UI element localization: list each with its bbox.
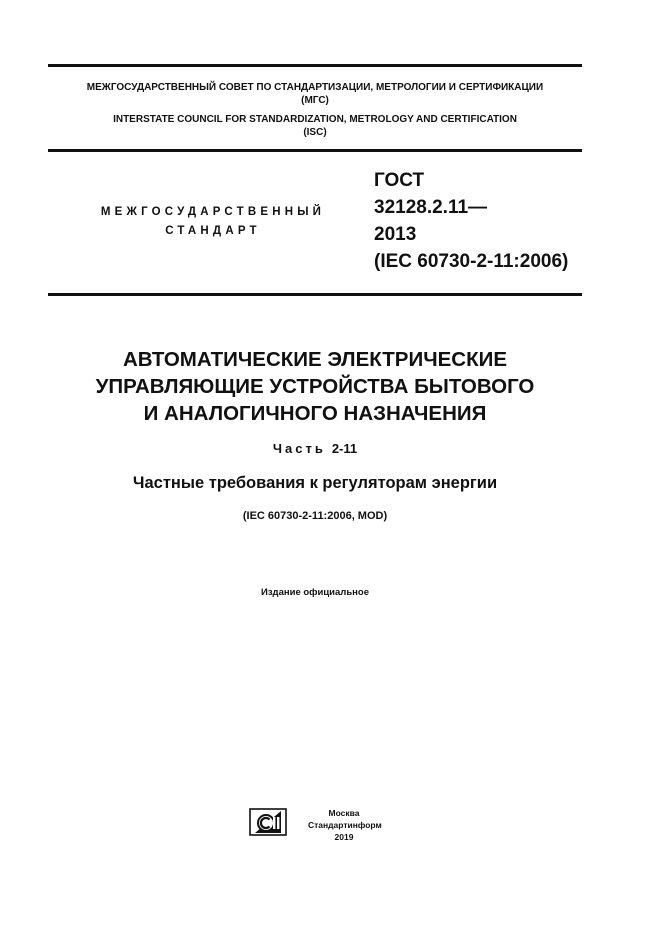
council-abbr-en: (ISC) [303,127,327,138]
iec-reference: (IEC 60730-2-11:2006, MOD) [242,510,388,522]
publisher-name: Стандартинформ [308,820,382,830]
council-name-ru [48,81,582,107]
standartinform-logo-icon [249,808,287,836]
middle-rule [48,149,582,152]
standard-type [78,203,348,241]
designation-line3: 2013 [374,224,417,245]
part-word: Часть [272,441,326,456]
designation-line2: 32128.2.11— [374,197,488,218]
title-line1: АВТОМАТИЧЕСКИЕ ЭЛЕКТРИЧЕСКИЕ [122,348,507,371]
title-line3: И АНАЛОГИЧНОГО НАЗНАЧЕНИЯ [143,402,487,425]
council-name-en-line1: INTERSTATE COUNCIL FOR STANDARDIZATION, METROLOGY AND CERTIFICATION [113,114,517,125]
publication-year: 2019 [334,832,354,842]
publisher-info [308,807,380,843]
council-name-ru-line1: МЕЖГОСУДАРСТВЕННЫЙ СОВЕТ ПО СТАНДАРТИЗАЦИИ, МЕТРОЛОГИИ И СЕРТИФИКАЦИИ [86,82,544,93]
council-abbr-ru: (МГС) [301,95,329,106]
standard-type-line2: СТАНДАРТ [165,225,261,237]
top-rule [48,64,582,67]
bottom-rule [48,293,582,296]
part-number: 2-11 [331,441,358,456]
publisher-city: Москва [328,808,360,818]
standard-designation [374,167,568,275]
part-label [30,440,600,458]
title-line2: УПРАВЛЯЮЩИЕ УСТРОЙСТВА БЫТОВОГО [95,375,535,398]
document-title [30,346,600,427]
document-subtitle: Частные требования к регуляторам энергии [132,474,498,492]
designation-line1: ГОСТ [374,170,425,191]
council-name-en [48,113,582,139]
edition-note: Издание официальное [261,587,369,598]
designation-line4: (IEC 60730-2-11:2006) [374,251,569,272]
standard-type-line1: МЕЖГОСУДАРСТВЕННЫЙ [100,206,326,218]
